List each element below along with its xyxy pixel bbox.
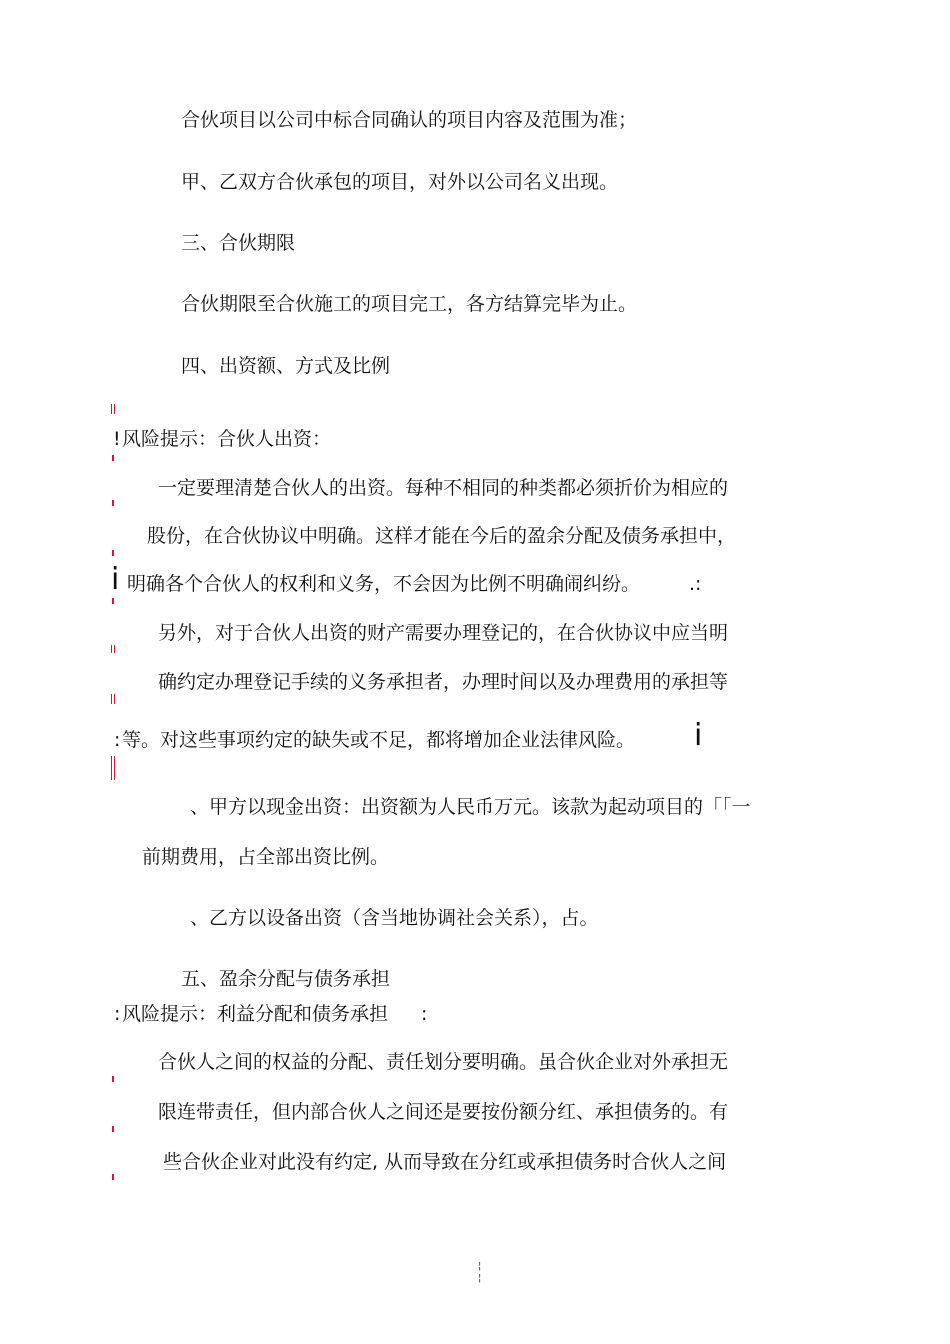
risk-line-1: 一定要理清楚合伙人的出资。每种不相同的种类都必须折价为相应的 bbox=[158, 477, 729, 499]
margin-tick bbox=[111, 694, 115, 704]
margin-tick bbox=[112, 1174, 114, 1180]
margin-tick bbox=[112, 598, 114, 604]
margin-tick bbox=[112, 455, 114, 461]
leading-colon-mark-2: : bbox=[114, 1003, 121, 1025]
text-line-2: 甲、乙双方合伙承包的项目，对外以公司名义出现。 bbox=[181, 171, 619, 193]
trailing-colon-mark: .: bbox=[689, 573, 702, 595]
risk-line-6: 等。对这些事项约定的缺失或不足，都将增加企业法律风险。 bbox=[122, 729, 636, 751]
risk-line-5: 确约定办理登记手续的义务承担者，办理时间以及办理费用的承担等 bbox=[158, 671, 729, 693]
risk2-line-3: 些合伙企业对此没有约定, 从而导致在分红或承担债务时合伙人之间 bbox=[163, 1151, 727, 1173]
section-heading-capital: 四、出资额、方式及比例 bbox=[181, 355, 391, 377]
risk2-line-2: 限连带责任，但内部合伙人之间还是要按份额分红、承担债务的。有 bbox=[158, 1101, 729, 1123]
section-heading-profit: 五、盈余分配与债务承担 bbox=[181, 968, 391, 990]
margin-tick bbox=[111, 404, 115, 414]
risk-line-3: 明确各个合伙人的权利和义务，不会因为比例不明确闹纠纷。 bbox=[127, 573, 641, 595]
trailing-colon-mark-2: : bbox=[421, 1003, 428, 1025]
section-heading-term: 三、合伙期限 bbox=[181, 232, 296, 254]
text-line-1: 合伙项目以公司中标合同确认的项目内容及范围为准； bbox=[181, 109, 638, 131]
risk-title-capital: 风险提示：合伙人出资： bbox=[122, 428, 332, 450]
margin-tick bbox=[112, 500, 114, 506]
margin-i-mark: i bbox=[111, 562, 120, 597]
risk2-line-1: 合伙人之间的权益的分配、责任划分要明确。虽合伙企业对外承担无 bbox=[158, 1051, 729, 1073]
risk-line-2: 股份，在合伙协议中明确。这样才能在今后的盈余分配及债务承担中， bbox=[147, 525, 737, 547]
text-line-4: 合伙期限至合伙施工的项目完工，各方结算完毕为止。 bbox=[181, 293, 638, 315]
page-footer-mark: ¦ bbox=[478, 1261, 482, 1272]
text-line-party-b: 、乙方以设备出资（含当地协调社会关系），占。 bbox=[190, 907, 599, 929]
trailing-i-mark: i bbox=[694, 718, 703, 753]
margin-tick bbox=[112, 550, 114, 556]
text-line-party-a-cont: 前期费用，占全部出资比例。 bbox=[142, 846, 390, 868]
exclaim-mark: ! bbox=[113, 428, 121, 450]
margin-tick bbox=[112, 1076, 114, 1082]
leading-colon-mark: : bbox=[114, 729, 121, 751]
page-footer-mark: ¦ bbox=[478, 1273, 482, 1284]
risk-title-profit: 风险提示：利益分配和债务承担 bbox=[122, 1003, 389, 1025]
text-line-party-a: 、甲方以现金出资：出资额为人民币万元。该款为起动项目的「「一 bbox=[190, 796, 751, 818]
margin-tick bbox=[111, 756, 115, 780]
risk-line-4: 另外，对于合伙人出资的财产需要办理登记的，在合伙协议中应当明 bbox=[158, 622, 729, 644]
margin-tick bbox=[111, 645, 115, 653]
margin-tick bbox=[112, 1126, 114, 1132]
